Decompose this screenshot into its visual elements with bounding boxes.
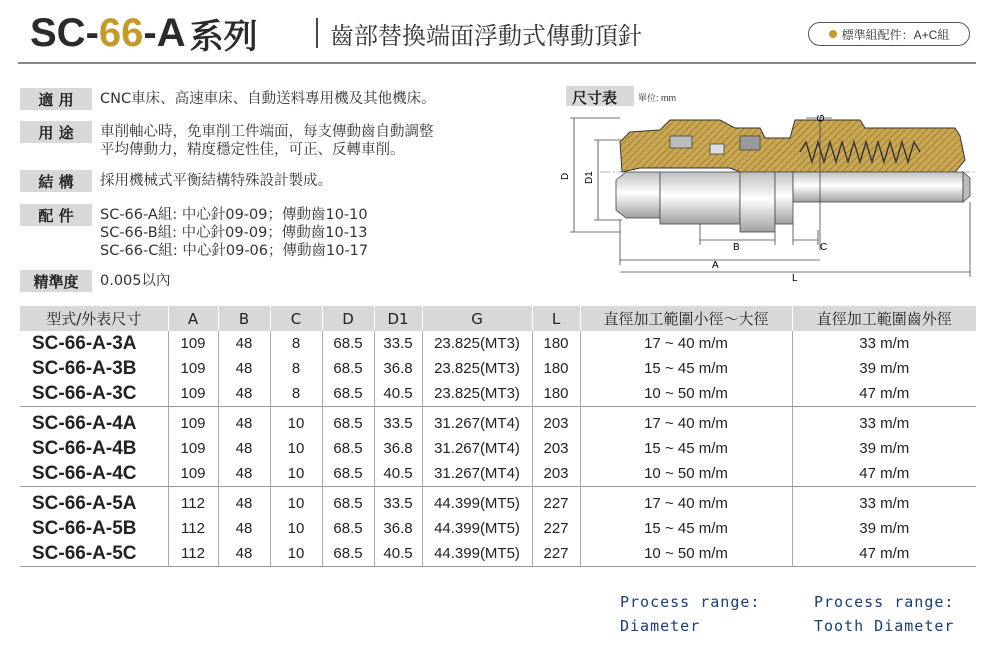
table-cell: 33.5 (374, 487, 422, 517)
dimension-unit: 單位: mm (638, 93, 676, 103)
table-cell: 23.825(MT3) (422, 381, 532, 407)
table-cell: 31.267(MT4) (422, 407, 532, 437)
table-cell: 36.8 (374, 516, 422, 541)
info-text: 車削軸心時，免車削工件端面，每支傳動齒自動調整 (100, 124, 434, 140)
footer-note-diameter (620, 590, 760, 638)
table-cell: 40.5 (374, 461, 422, 487)
dim-label-b: B (733, 242, 740, 253)
accessory-badge (808, 22, 970, 46)
table-cell: 39 m/m (859, 520, 910, 537)
table-cell: 33 m/m (859, 495, 910, 512)
table-cell: 180 (532, 356, 580, 381)
table-cell: 68.5 (322, 331, 374, 356)
model-cell: SC-66-A-5A (20, 487, 168, 517)
info-text: 採用機械式平衡結構特殊設計製成。 (100, 173, 332, 189)
header-rule (18, 62, 976, 64)
info-text: 0.005以內 (100, 273, 171, 289)
info-text: SC-66-A組: 中心針09-09；傳動齒10-10 (100, 207, 368, 223)
table-cell: 47 m/m (792, 381, 976, 407)
table-cell: 48 (218, 461, 270, 487)
dimension-title: 尺寸表 (572, 89, 618, 107)
table-cell: 33 m/m (859, 335, 910, 352)
model-cell: SC-66-A-5B (20, 516, 168, 541)
table-cell: 10 (270, 461, 322, 487)
table-cell: 68.5 (322, 381, 374, 407)
info-label: 適 用 (20, 88, 92, 110)
table-cell: 33.5 (374, 331, 422, 356)
model-cell: SC-66-A-4B (20, 436, 168, 461)
drawing-shaft (600, 172, 975, 232)
col-header-a: A (168, 306, 218, 331)
table-row (20, 331, 976, 356)
dim-label-a: A (712, 260, 719, 271)
table-cell: 68.5 (322, 356, 374, 381)
table-cell: 227 (532, 516, 580, 541)
table-cell: 39 m/m (859, 440, 910, 457)
dim-label-d: D (560, 172, 571, 180)
col-header-l: L (532, 306, 580, 331)
info-text: CNC車床、高速車床、自動送料專用機及其他機床。 (100, 91, 436, 107)
table-cell: 48 (218, 436, 270, 461)
title-divider (316, 18, 318, 48)
table-cell: 36.8 (374, 436, 422, 461)
dim-label-g: G (816, 114, 827, 122)
table-cell: 180 (532, 331, 580, 356)
table-cell: 44.399(MT5) (422, 487, 532, 517)
model-cell: SC-66-A-3A (20, 331, 168, 356)
table-cell: 31.267(MT4) (422, 461, 532, 487)
table-cell: 109 (168, 331, 218, 356)
col-header-b: B (218, 306, 270, 331)
table-cell: 17 ~ 40 m/m (580, 331, 792, 356)
table-cell: 10 (270, 487, 322, 517)
table-cell: 68.5 (322, 461, 374, 487)
table-cell: 31.267(MT4) (422, 436, 532, 461)
footer-line: Diameter (620, 617, 701, 635)
table-cell: 180 (532, 381, 580, 407)
info-label: 結 構 (20, 170, 92, 192)
title-suffix: -A (143, 10, 186, 55)
table-cell: 68.5 (322, 516, 374, 541)
model-cell: SC-66-A-4C (20, 461, 168, 487)
table-cell: 23.825(MT3) (422, 356, 532, 381)
table-cell: 109 (168, 436, 218, 461)
table-cell: 203 (532, 436, 580, 461)
spec-table (20, 306, 976, 567)
table-row (20, 541, 976, 567)
bullet-dot-icon (829, 30, 837, 38)
page-title (30, 10, 258, 56)
table-row (20, 407, 976, 437)
table-cell: 48 (218, 407, 270, 437)
table-row (20, 356, 976, 381)
table-cell: 40.5 (374, 541, 422, 567)
footer-line: Process range: (620, 593, 761, 611)
table-row (20, 487, 976, 517)
table-cell: 48 (218, 331, 270, 356)
table-cell: 47 m/m (792, 461, 976, 487)
table-cell: 44.399(MT5) (422, 516, 532, 541)
table-cell: 8 (270, 331, 322, 356)
table-cell: 112 (168, 541, 218, 567)
col-header-d: D (322, 306, 374, 331)
table-row (20, 436, 976, 461)
table-cell: 33.5 (374, 407, 422, 437)
table-cell: 15 ~ 45 m/m (580, 516, 792, 541)
info-text: 平均傳動力，精度穩定性佳，可正、反轉車削。 (100, 142, 405, 158)
model-cell: SC-66-A-3C (20, 381, 168, 407)
footer-line: Tooth Diameter (814, 617, 955, 635)
table-cell: 109 (168, 461, 218, 487)
drawing-body (620, 120, 965, 172)
table-cell: 47 m/m (792, 541, 976, 567)
table-cell: 10 ~ 50 m/m (580, 381, 792, 407)
table-row (20, 516, 976, 541)
model-cell: SC-66-A-3B (20, 356, 168, 381)
info-label: 精準度 (20, 270, 92, 292)
badge-text: 標準組配件：A+C組 (841, 27, 950, 42)
table-cell: 48 (218, 356, 270, 381)
table-cell: 227 (532, 487, 580, 517)
title-series: 系列 (189, 16, 258, 57)
table-cell: 48 (218, 516, 270, 541)
table-cell: 68.5 (322, 407, 374, 437)
table-cell: 10 ~ 50 m/m (580, 541, 792, 567)
info-text: SC-66-B組: 中心針09-09；傳動齒10-13 (100, 225, 368, 241)
table-cell: 48 (218, 487, 270, 517)
info-label: 用 途 (20, 121, 92, 143)
table-cell: 68.5 (322, 436, 374, 461)
table-header-row (20, 306, 976, 331)
info-label: 配 件 (20, 204, 92, 226)
page-subtitle: 齒部替換端面浮動式傳動頂針 (330, 22, 642, 50)
table-cell: 48 (218, 541, 270, 567)
table-cell: 10 (270, 541, 322, 567)
title-number: 66 (98, 10, 144, 55)
col-header-tooth-diameter: 直徑加工範圍齒外徑 (792, 306, 976, 331)
table-cell: 39 m/m (859, 360, 910, 377)
table-cell: 17 ~ 40 m/m (580, 487, 792, 517)
title-prefix: SC- (30, 10, 99, 55)
footer-note-tooth-diameter (814, 590, 954, 638)
table-cell: 10 (270, 436, 322, 461)
model-cell: SC-66-A-5C (20, 541, 168, 567)
dim-label-d1: D1 (584, 171, 595, 184)
footer-line: Process range: (814, 593, 955, 611)
model-cell: SC-66-A-4A (20, 407, 168, 437)
table-row (20, 461, 976, 487)
table-cell: 17 ~ 40 m/m (580, 407, 792, 437)
table-cell: 8 (270, 381, 322, 407)
technical-drawing (560, 100, 980, 300)
table-cell: 112 (168, 516, 218, 541)
table-cell: 109 (168, 381, 218, 407)
table-cell: 112 (168, 487, 218, 517)
table-cell: 109 (168, 407, 218, 437)
page-header (0, 0, 1000, 64)
table-cell: 109 (168, 356, 218, 381)
col-header-diameter-range: 直徑加工範圍小徑～大徑 (580, 306, 792, 331)
col-header-d1: D1 (374, 306, 422, 331)
table-cell: 8 (270, 356, 322, 381)
table-cell: 48 (218, 381, 270, 407)
table-cell: 15 ~ 45 m/m (580, 356, 792, 381)
table-cell: 33 m/m (859, 415, 910, 432)
table-cell: 68.5 (322, 487, 374, 517)
table-cell: 36.8 (374, 356, 422, 381)
table-cell: 40.5 (374, 381, 422, 407)
table-cell: 203 (532, 461, 580, 487)
col-header-c: C (270, 306, 322, 331)
table-cell: 68.5 (322, 541, 374, 567)
dim-label-c: C (820, 242, 828, 253)
info-text: SC-66-C組: 中心針09-06；傳動齒10-17 (100, 243, 369, 259)
table-cell: 227 (532, 541, 580, 567)
table-cell: 10 (270, 516, 322, 541)
table-cell: 15 ~ 45 m/m (580, 436, 792, 461)
table-cell: 44.399(MT5) (422, 541, 532, 567)
spec-table-body (20, 331, 976, 567)
col-header-g: G (422, 306, 532, 331)
dim-label-l: L (792, 273, 798, 284)
table-cell: 23.825(MT3) (422, 331, 532, 356)
table-cell: 10 ~ 50 m/m (580, 461, 792, 487)
table-cell: 10 (270, 407, 322, 437)
table-row (20, 381, 976, 407)
table-cell: 203 (532, 407, 580, 437)
col-header-model: 型式/外表尺寸 (20, 306, 168, 331)
